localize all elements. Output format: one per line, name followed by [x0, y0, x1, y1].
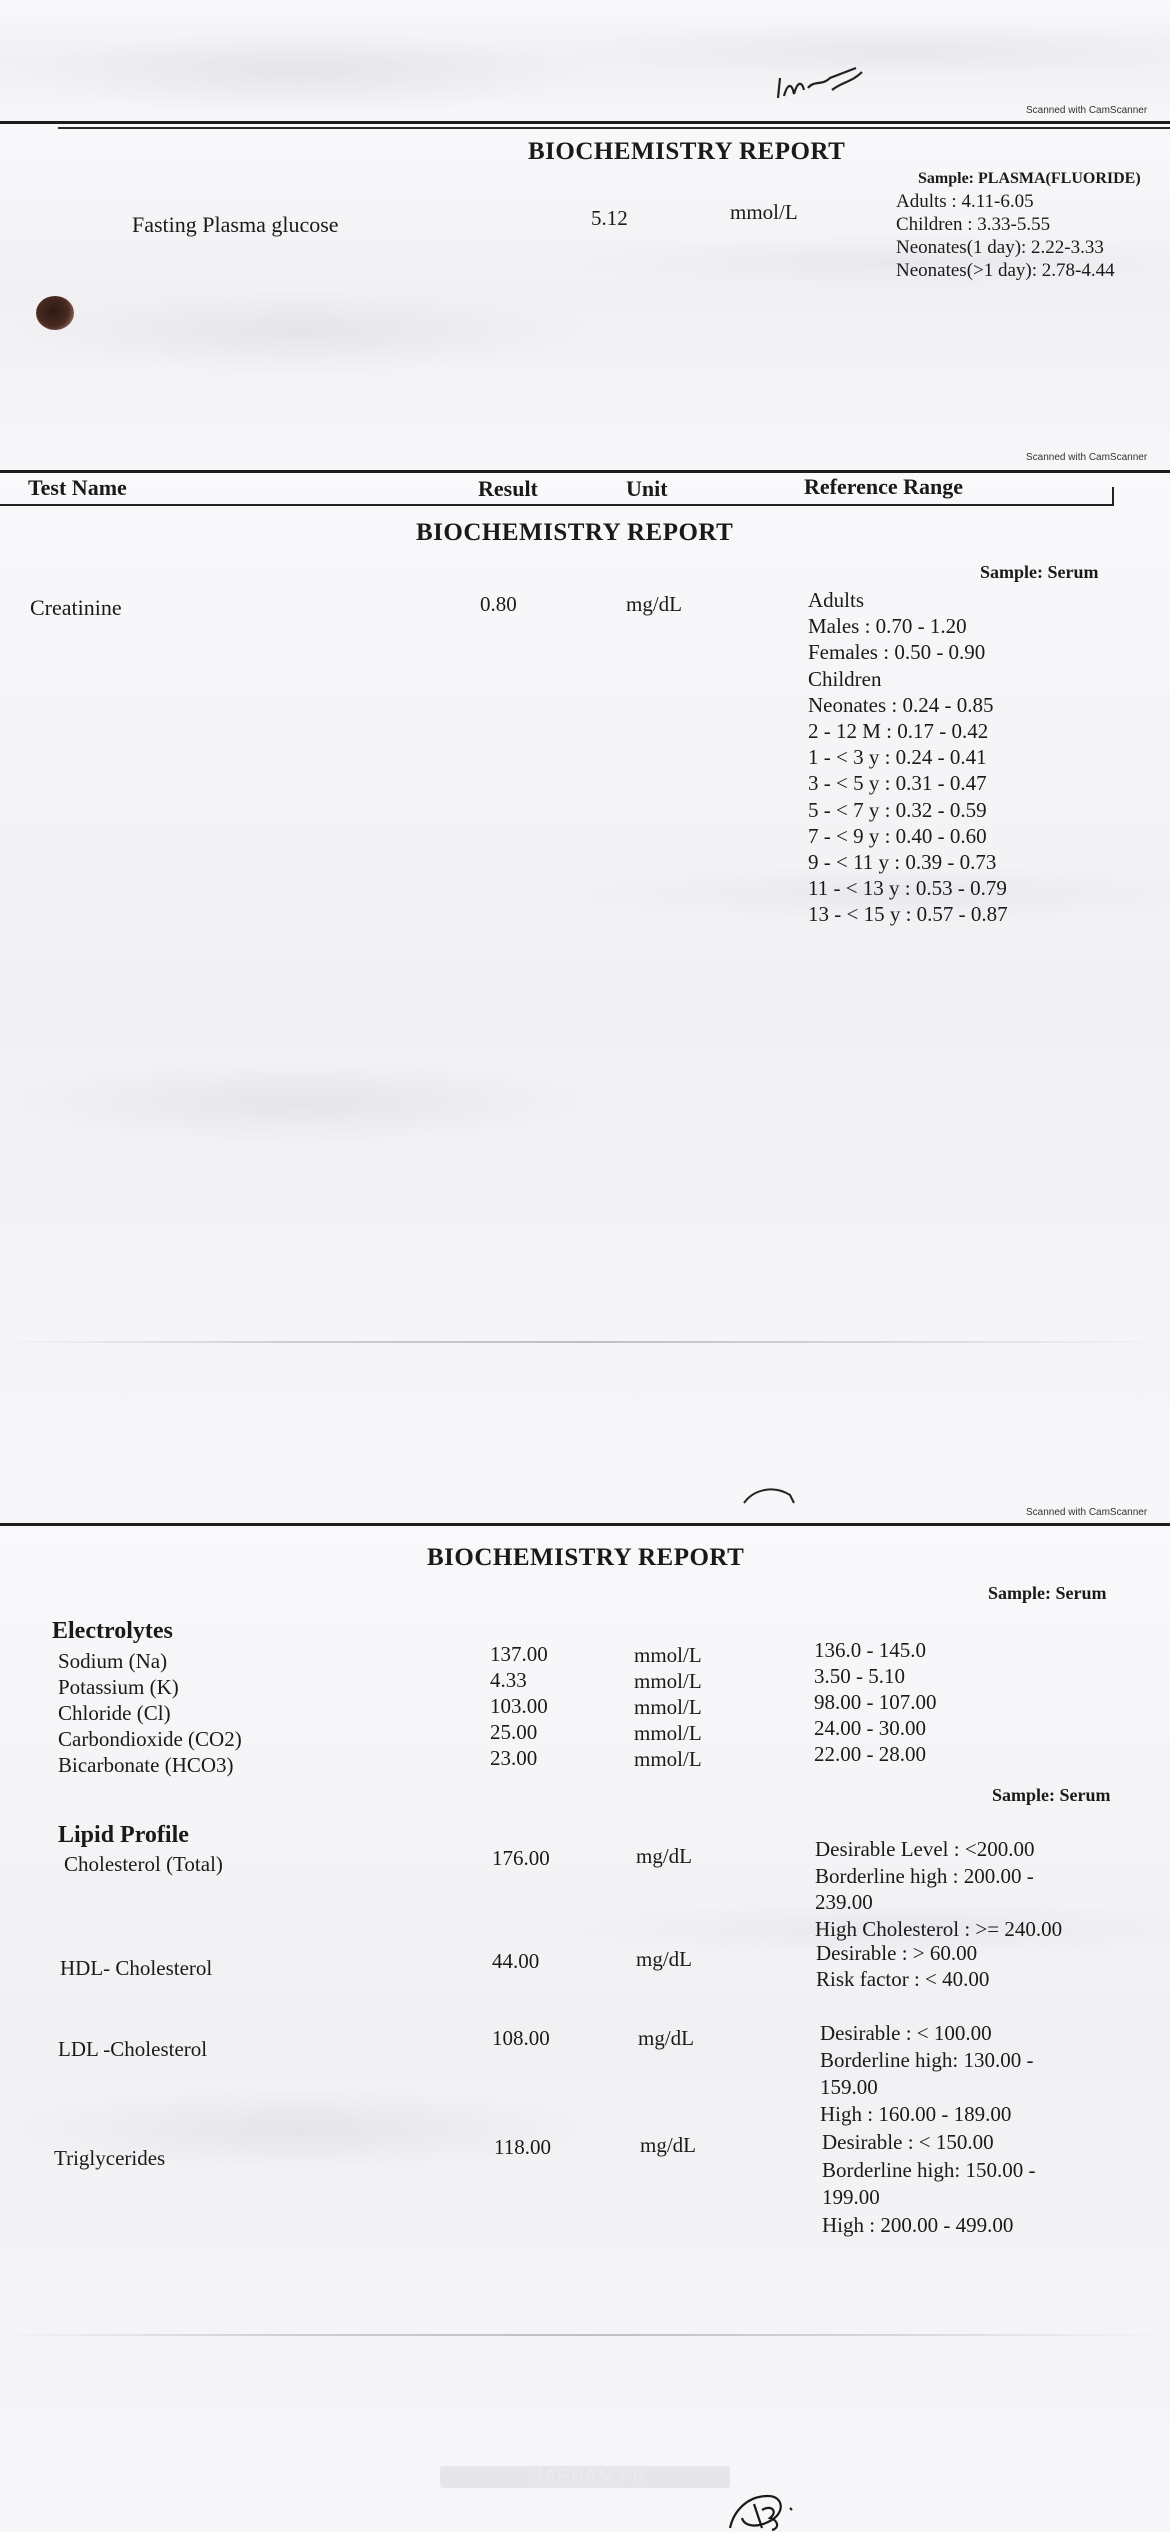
electrolytes-heading: Electrolytes	[52, 1618, 173, 1644]
row-result: 118.00	[494, 2135, 551, 2159]
reference-range-line: 2 - 12 M : 0.17 - 0.42	[808, 719, 989, 744]
range-line: High : 200.00 - 499.00	[822, 2212, 1014, 2237]
row-range: 3.50 - 5.10	[814, 1664, 905, 1688]
reference-range-line: 11 - < 13 y : 0.53 - 0.79	[808, 876, 1007, 901]
row-result: 176.00	[492, 1846, 550, 1870]
row-test-name: LDL -Cholesterol	[58, 2037, 208, 2061]
range-line: 199.00	[822, 2185, 880, 2209]
signature-mark	[770, 60, 880, 105]
row-range	[822, 2129, 1035, 2239]
sample-type: Sample: Serum	[988, 1583, 1107, 1603]
range-line: Desirable : < 100.00	[820, 2021, 992, 2045]
row-range: 136.0 - 145.0	[814, 1638, 926, 1662]
reference-range-line: Adults : 4.11-6.05	[896, 191, 1034, 212]
lipid-profile-heading: Lipid Profile	[58, 1822, 189, 1848]
test-unit: mmol/L	[730, 200, 798, 224]
range-line: High : 160.00 - 189.00	[820, 2102, 1012, 2126]
sample-type: Sample: PLASMA(FLUORIDE)	[918, 170, 1141, 187]
row-unit: mg/dL	[636, 1947, 692, 1971]
report-title: BIOCHEMISTRY REPORT	[416, 519, 734, 546]
reference-range-line: 7 - < 9 y : 0.40 - 0.60	[808, 823, 987, 848]
report-title: BIOCHEMISTRY REPORT	[528, 138, 846, 165]
reference-range-line: Neonates(>1 day): 2.78-4.44	[896, 260, 1115, 281]
row-unit: mg/dL	[638, 2026, 694, 2050]
reference-range-line: Neonates(1 day): 2.22-3.33	[896, 237, 1104, 258]
row-result: 103.00	[490, 1694, 548, 1718]
footer-brand: MARHAM.PK	[528, 2466, 647, 2486]
range-line: Desirable Level : <200.00	[815, 1837, 1035, 1861]
reference-range-line: Children : 3.33-5.55	[896, 214, 1051, 235]
row-unit: mmol/L	[634, 1643, 702, 1667]
top-border-line	[58, 127, 1170, 129]
paper-crease	[0, 2334, 1170, 2336]
range-line: 239.00	[815, 1890, 873, 1914]
row-test-name: Carbondioxide (CO2)	[58, 1727, 242, 1751]
range-line: Borderline high: 130.00 -	[820, 2048, 1034, 2072]
reference-range-line: 13 - < 15 y : 0.57 - 0.87	[808, 902, 1008, 927]
row-result: 108.00	[492, 2026, 550, 2050]
row-range	[816, 1940, 989, 1992]
row-test-name: Potassium (K)	[58, 1675, 179, 1699]
sheet-glucose	[0, 124, 1170, 470]
row-test-name: Sodium (Na)	[58, 1649, 168, 1673]
scanner-watermark: Scanned with CamScanner	[1026, 452, 1148, 463]
row-test-name: Bicarbonate (HCO3)	[58, 1753, 234, 1777]
sample-type: Sample: Serum	[992, 1785, 1111, 1805]
range-line: High Cholesterol : >= 240.00	[815, 1916, 1063, 1941]
reference-range-line: Neonates : 0.24 - 0.85	[808, 692, 994, 717]
row-unit: mmol/L	[634, 1721, 702, 1745]
signature-fragment	[740, 1485, 800, 1505]
header-end-tick	[1112, 487, 1114, 506]
row-test-name: HDL- Cholesterol	[60, 1956, 213, 1980]
row-unit: mmol/L	[634, 1695, 702, 1719]
row-test-name: Cholesterol (Total)	[64, 1852, 223, 1876]
range-line: Risk factor : < 40.00	[816, 1967, 990, 1991]
reference-range-list	[896, 190, 1115, 282]
range-line: Desirable : < 150.00	[822, 2130, 994, 2154]
signature-mark	[724, 2490, 804, 2532]
test-name: Fasting Plasma glucose	[132, 212, 339, 237]
header-result: Result	[478, 476, 538, 501]
reference-range-line: 1 - < 3 y : 0.24 - 0.41	[808, 745, 987, 770]
scanner-watermark: Scanned with CamScanner	[1026, 1507, 1148, 1518]
row-range: 24.00 - 30.00	[814, 1716, 926, 1740]
reference-range-line: Females : 0.50 - 0.90	[808, 640, 986, 665]
sheet-electrolytes-lipids	[0, 1526, 1170, 2532]
reference-range-line: Adults	[808, 588, 865, 612]
reference-range-line: 3 - < 5 y : 0.31 - 0.47	[808, 771, 987, 796]
row-unit: mmol/L	[634, 1747, 702, 1771]
header-unit: Unit	[626, 476, 668, 501]
header-reference-range: Reference Range	[804, 474, 964, 499]
reference-range-line: 5 - < 7 y : 0.32 - 0.59	[808, 797, 987, 822]
sample-type: Sample: Serum	[980, 562, 1099, 582]
test-name: Creatinine	[30, 595, 122, 620]
row-test-name: Chloride (Cl)	[58, 1701, 171, 1725]
test-result: 0.80	[480, 592, 517, 616]
row-result: 4.33	[490, 1668, 527, 1692]
row-range	[815, 1836, 1062, 1942]
scanner-watermark: Scanned with CamScanner	[1026, 105, 1148, 116]
row-test-name: Triglycerides	[54, 2146, 166, 2170]
range-line: Borderline high: 150.00 -	[822, 2157, 1036, 2182]
sheet-top-strip	[0, 0, 1170, 121]
range-line: Borderline high : 200.00 -	[815, 1863, 1034, 1888]
row-result: 25.00	[490, 1720, 538, 1744]
report-title: BIOCHEMISTRY REPORT	[427, 1544, 745, 1571]
header-test-name: Test Name	[28, 475, 127, 500]
test-result: 5.12	[591, 206, 628, 230]
punch-hole	[36, 296, 74, 330]
reference-range-line: Males : 0.70 - 1.20	[808, 614, 967, 639]
row-unit: mg/dL	[636, 1844, 692, 1868]
reference-range-list	[808, 587, 1008, 928]
reference-range-line: 9 - < 11 y : 0.39 - 0.73	[808, 850, 997, 875]
row-range: 98.00 - 107.00	[814, 1690, 937, 1714]
header-underline	[0, 504, 1114, 506]
test-unit: mg/dL	[626, 592, 682, 616]
row-result: 44.00	[492, 1949, 540, 1973]
reference-range-line: Children	[808, 666, 882, 691]
row-unit: mg/dL	[640, 2133, 696, 2157]
sheet-creatinine	[0, 473, 1170, 1523]
row-range: 22.00 - 28.00	[814, 1742, 926, 1766]
row-result: 23.00	[490, 1746, 538, 1770]
range-line: 159.00	[820, 2075, 878, 2099]
row-result: 137.00	[490, 1642, 548, 1666]
range-line: Desirable : > 60.00	[816, 1941, 978, 1965]
row-range	[820, 2020, 1033, 2128]
row-unit: mmol/L	[634, 1669, 702, 1693]
paper-crease	[0, 1341, 1170, 1343]
